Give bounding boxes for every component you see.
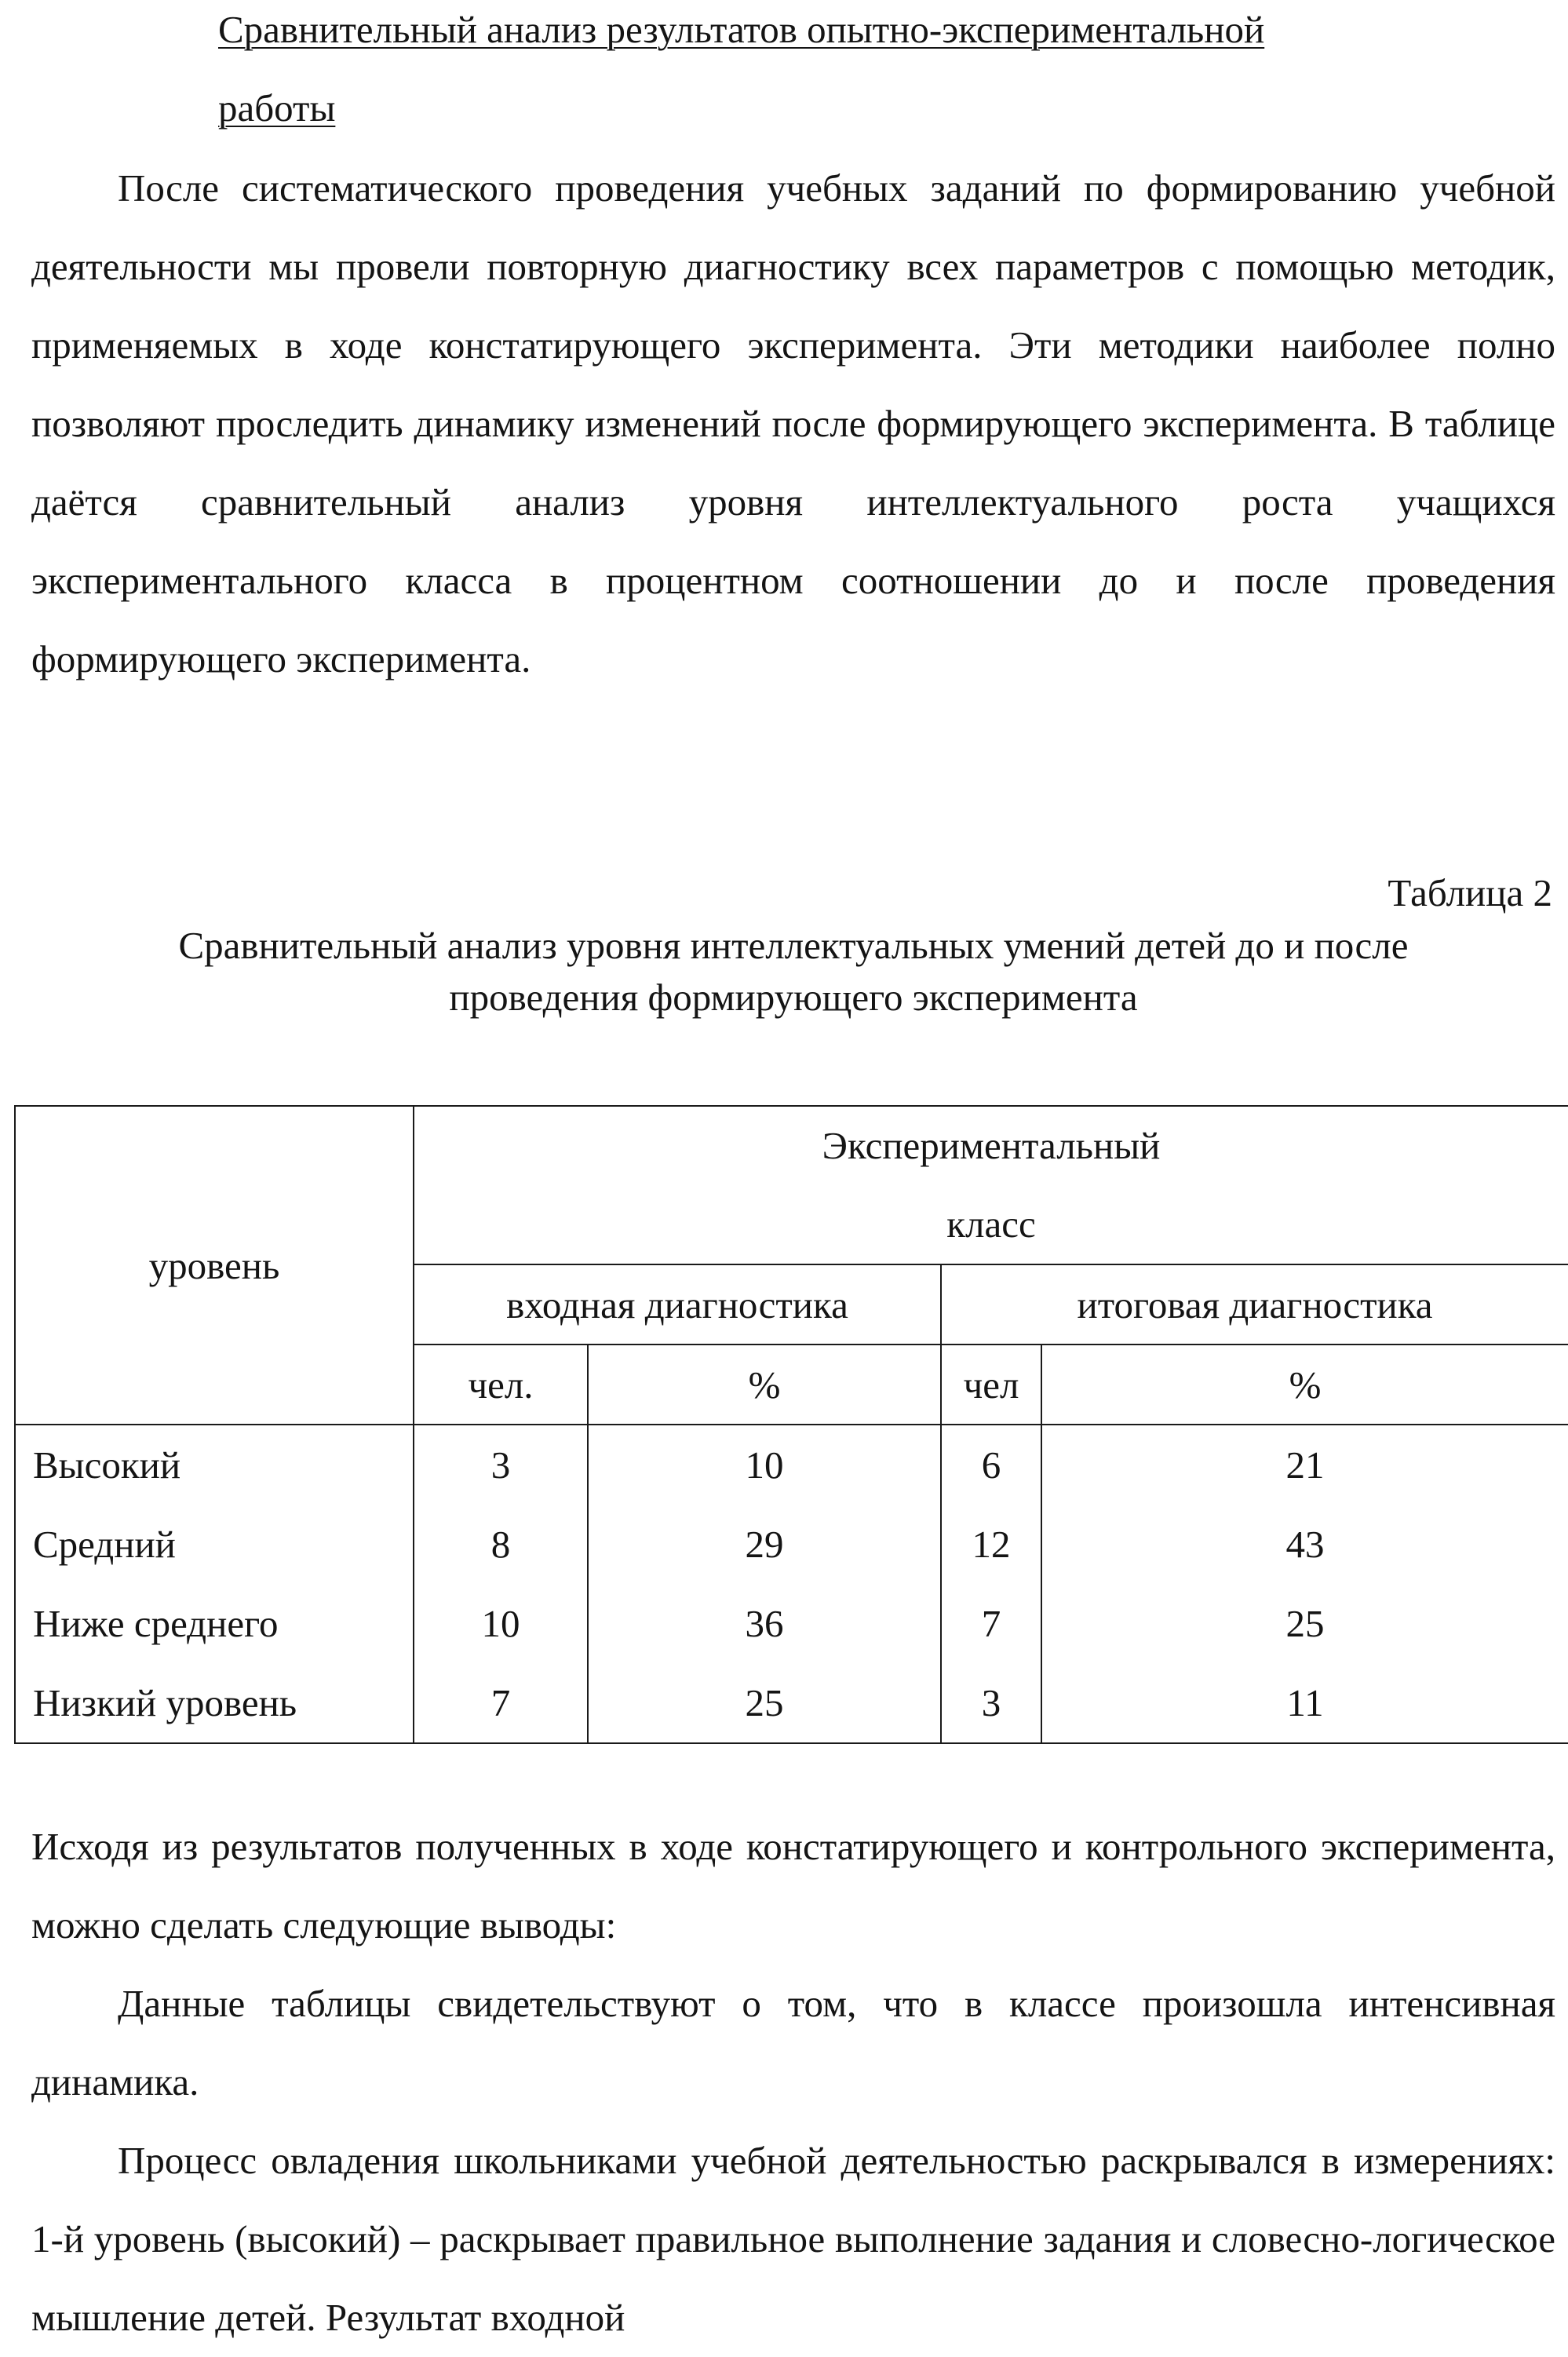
row-final-people: 3	[941, 1663, 1041, 1743]
conclusion-paragraph: Исходя из результатов полученных в ходе констатирующего и контрольного эксперимента, можно сделать следующие выводы:	[31, 1825, 1555, 1947]
row-input-percent: 10	[588, 1425, 941, 1505]
process-paragraph	[31, 2122, 1555, 2357]
row-final-people: 6	[941, 1425, 1041, 1505]
row-level: Средний	[15, 1505, 414, 1584]
row-level: Высокий	[15, 1425, 414, 1505]
header-experimental-line2: класс	[946, 1202, 1036, 1246]
row-input-people: 8	[414, 1505, 588, 1584]
section-heading-line1: Сравнительный анализ результатов опытно-экспериментальной	[218, 8, 1265, 51]
row-input-people: 10	[414, 1584, 588, 1663]
intro-paragraph	[31, 149, 1555, 699]
header-input-people: чел.	[414, 1345, 588, 1425]
table-row	[15, 1584, 1568, 1663]
table-number: Таблица 2	[1387, 871, 1552, 914]
header-final-percent: %	[1041, 1345, 1568, 1425]
header-input-percent: %	[588, 1345, 941, 1425]
table-row	[15, 1505, 1568, 1584]
header-experimental-class	[414, 1106, 1568, 1264]
header-final-people: чел	[941, 1345, 1041, 1425]
row-final-percent: 11	[1041, 1663, 1568, 1743]
table-title-line2: проведения формирующего эксперимента	[449, 976, 1138, 1019]
row-level: Низкий уровень	[15, 1663, 414, 1743]
intro-text: После систематического проведения учебных заданий по формированию учебной деятельности мы провели повторную диагностику всех параметров с помощью методик, применяемых в ходе констатирующего эксперимента. Эти методики наиболее полно позволяют проследить динамику изменений после формирующего эксперимента. В таблице даётся сравнительный анализ уровня интеллектуального роста учащихся экспериментального класса в процентном соотношении до и после проведения формирующего эксперимента.	[31, 166, 1555, 680]
section-heading-line2: работы	[218, 86, 336, 130]
row-final-percent: 21	[1041, 1425, 1568, 1505]
row-final-percent: 43	[1041, 1505, 1568, 1584]
header-level: уровень	[15, 1106, 414, 1425]
row-final-people: 12	[941, 1505, 1041, 1584]
header-experimental-line1: Экспериментальный	[822, 1124, 1161, 1167]
row-input-percent: 36	[588, 1584, 941, 1663]
table-row	[15, 1663, 1568, 1743]
table-row	[15, 1425, 1568, 1505]
dynamics-text: Данные таблицы свидетельствуют о том, что в классе произошла интенсивная динамика.	[31, 1982, 1555, 2103]
results-table	[14, 1105, 1568, 1744]
table-title-line1: Сравнительный анализ уровня интеллектуальных умений детей до и после	[178, 924, 1409, 967]
row-input-people: 3	[414, 1425, 588, 1505]
row-input-percent: 29	[588, 1505, 941, 1584]
row-input-percent: 25	[588, 1663, 941, 1743]
header-final-diagnostics: итоговая диагностика	[941, 1264, 1568, 1345]
row-final-percent: 25	[1041, 1584, 1568, 1663]
table-title	[31, 920, 1555, 1023]
dynamics-paragraph	[31, 1965, 1555, 2122]
header-input-diagnostics: входная диагностика	[414, 1264, 941, 1345]
process-text: Процесс овладения школьниками учебной деятельностью раскрывался в измерениях: 1-й уровень (высокий) – раскрывает правильное выполнение задания и словесно-логическое мышление детей. Результат входной	[31, 2139, 1555, 2339]
row-input-people: 7	[414, 1663, 588, 1743]
row-final-people: 7	[941, 1584, 1041, 1663]
row-level: Ниже среднего	[15, 1584, 414, 1663]
